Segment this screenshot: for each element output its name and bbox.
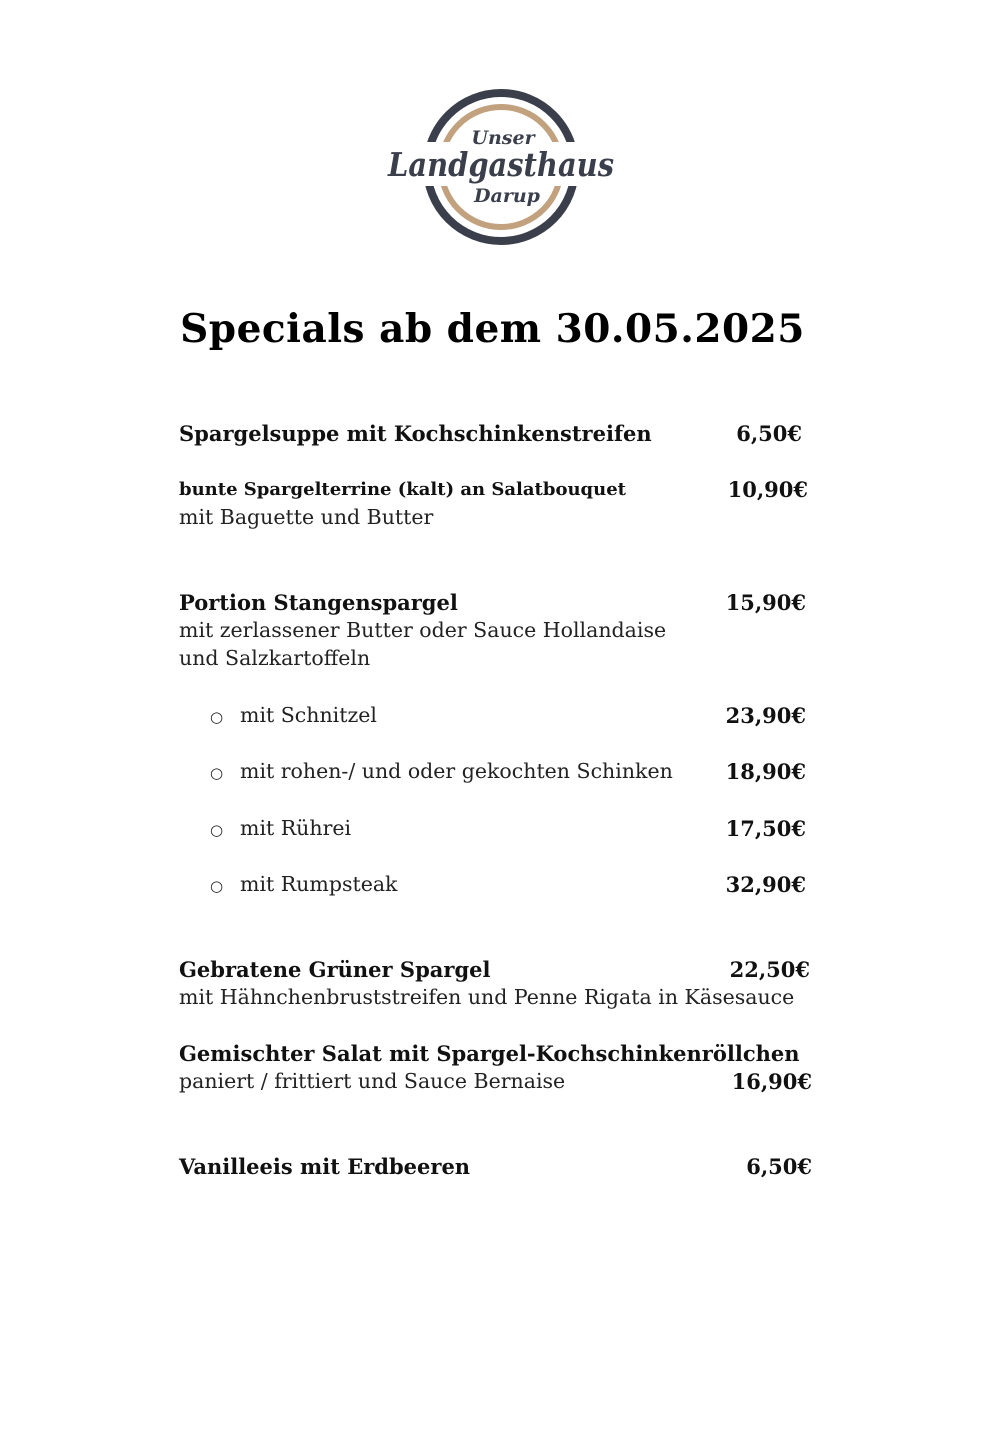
option-price-ruehrei: 17,50€ [725, 816, 806, 841]
option-bullet-icon: ○ [210, 821, 224, 839]
landgasthaus-logo [381, 86, 621, 248]
option-price-schnitzel: 23,90€ [725, 703, 806, 728]
item-desc-terrine: mit Baguette und Butter [179, 505, 434, 529]
item-price-green-asparagus: 22,50€ [729, 957, 810, 982]
item-name-green-asparagus: Gebratene Grüner Spargel [179, 957, 491, 982]
option-price-rumpsteak: 32,90€ [725, 872, 806, 897]
logo-bottom-word: Darup [474, 185, 540, 207]
logo-top-word: Unser [471, 127, 535, 149]
item-price-portion: 15,90€ [725, 590, 806, 615]
item-price-dessert: 6,50€ [746, 1154, 812, 1179]
option-price-schinken: 18,90€ [725, 759, 806, 784]
logo-main-word: Landgasthaus [387, 145, 614, 184]
item-price-salad: 16,90€ [731, 1069, 812, 1094]
option-label-schnitzel: mit Schnitzel [240, 703, 377, 727]
option-label-ruehrei: mit Rührei [240, 816, 352, 840]
item-name-terrine: bunte Spargelterrine (kalt) an Salatbouquet [179, 479, 626, 500]
option-bullet-icon: ○ [210, 877, 224, 895]
item-name-soup: Spargelsuppe mit Kochschinkenstreifen [179, 421, 652, 446]
item-desc-portion-line1: mit zerlassener Butter oder Sauce Hollandaise [179, 618, 667, 642]
item-desc-salad: paniert / frittiert und Sauce Bernaise [179, 1069, 566, 1093]
item-desc-portion-line2: und Salzkartoffeln [179, 646, 371, 670]
item-price-terrine: 10,90€ [727, 477, 808, 502]
option-label-rumpsteak: mit Rumpsteak [240, 872, 398, 896]
option-bullet-icon: ○ [210, 708, 224, 726]
item-desc-green-asparagus: mit Hähnchenbruststreifen und Penne Rigata in Käsesauce [179, 985, 795, 1009]
page-title: Specials ab dem 30.05.2025 [180, 306, 805, 352]
option-bullet-icon: ○ [210, 764, 224, 782]
item-name-dessert: Vanilleeis mit Erdbeeren [179, 1154, 471, 1179]
item-name-salad: Gemischter Salat mit Spargel-Kochschinkenröllchen [179, 1041, 800, 1066]
item-price-soup: 6,50€ [736, 421, 802, 446]
item-name-portion: Portion Stangenspargel [179, 590, 458, 615]
option-label-schinken: mit rohen-/ und oder gekochten Schinken [240, 759, 673, 783]
